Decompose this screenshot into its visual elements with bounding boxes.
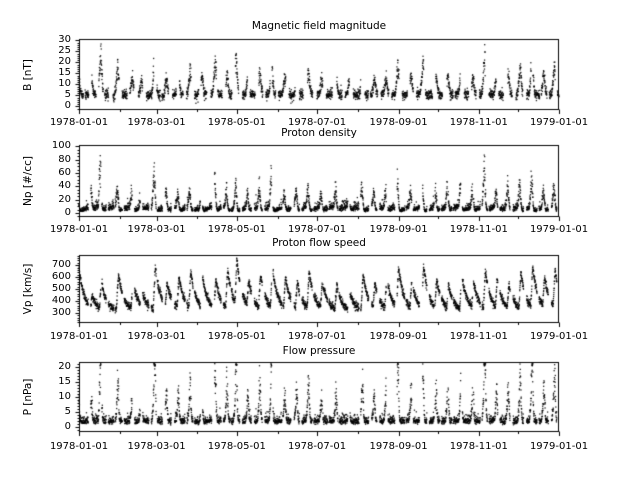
y-tick-label: 30: [58, 34, 71, 46]
y-axis-label: B [nT]: [22, 58, 34, 91]
x-tick-label: 1978-01-01: [49, 441, 109, 452]
y-tick-label: 5: [64, 405, 71, 417]
x-tick-label: 1978-05-01: [207, 117, 266, 128]
x-tick-label: 1978-11-01: [449, 331, 508, 342]
y-tick-label: 100: [51, 140, 71, 152]
y-tick-label: 40: [58, 180, 71, 192]
x-tick-label: 1978-09-01: [369, 117, 428, 128]
x-tick-label: 1979-01-01: [529, 441, 589, 452]
x-tick-label: 1978-03-01: [127, 441, 186, 452]
scatter-plot-canvas: [73, 38, 561, 117]
y-tick-label: 20: [58, 56, 71, 68]
panel-title: Proton density: [281, 127, 357, 139]
y-tick-label: 25: [58, 45, 71, 57]
y-tick-label: 10: [58, 78, 71, 90]
panel-title: Proton flow speed: [272, 237, 366, 249]
y-tick-label: 500: [51, 283, 71, 294]
scatter-plot-canvas: [73, 361, 561, 439]
x-tick-label: 1978-09-01: [369, 224, 428, 235]
y-tick-label: 300: [51, 306, 71, 318]
y-tick-label: 700: [51, 259, 71, 271]
x-tick-label: 1978-01-01: [49, 331, 109, 342]
x-tick-label: 1979-01-01: [529, 224, 589, 235]
x-tick-label: 1978-09-01: [369, 441, 428, 452]
x-tick-label: 1978-05-01: [207, 224, 266, 235]
y-tick-label: 20: [58, 361, 71, 373]
y-tick-label: 15: [58, 67, 71, 79]
y-tick-label: 0: [64, 207, 71, 218]
y-axis-label: Np [#/cc]: [22, 156, 34, 206]
y-axis-label: P [nPa]: [22, 378, 34, 416]
y-tick-label: 600: [51, 271, 71, 283]
x-tick-label: 1978-07-01: [287, 331, 347, 342]
x-tick-label: 1979-01-01: [529, 331, 589, 342]
y-tick-label: 20: [58, 193, 71, 205]
scatter-plot-canvas: [73, 254, 561, 330]
x-tick-label: 1978-03-01: [127, 117, 186, 128]
y-axis-label: Vp [km/s]: [22, 263, 34, 315]
y-tick-label: 15: [58, 376, 71, 388]
x-tick-label: 1979-01-01: [529, 117, 589, 128]
y-tick-label: 80: [58, 153, 71, 165]
x-tick-label: 1978-03-01: [127, 224, 186, 235]
y-tick-label: 5: [64, 89, 71, 101]
x-tick-label: 1978-11-01: [449, 224, 508, 235]
x-tick-label: 1978-07-01: [287, 117, 347, 128]
x-tick-label: 1978-05-01: [207, 441, 266, 452]
x-tick-label: 1978-01-01: [49, 224, 109, 235]
x-tick-label: 1978-03-01: [127, 331, 186, 342]
panel-title: Flow pressure: [282, 345, 356, 357]
x-tick-label: 1978-11-01: [449, 117, 508, 128]
y-tick-label: 60: [58, 167, 71, 178]
y-tick-label: 0: [64, 420, 71, 432]
x-tick-label: 1978-11-01: [449, 441, 508, 452]
y-tick-label: 10: [58, 391, 71, 402]
x-tick-label: 1978-07-01: [287, 441, 347, 452]
panel-title: Magnetic field magnitude: [251, 20, 387, 32]
x-tick-label: 1978-01-01: [49, 117, 109, 128]
scatter-plot-canvas: [73, 144, 561, 224]
x-tick-label: 1978-07-01: [287, 224, 347, 235]
x-tick-label: 1978-09-01: [369, 331, 428, 342]
y-tick-label: 0: [64, 100, 71, 112]
x-tick-label: 1978-05-01: [207, 331, 266, 342]
y-tick-label: 400: [51, 294, 71, 306]
